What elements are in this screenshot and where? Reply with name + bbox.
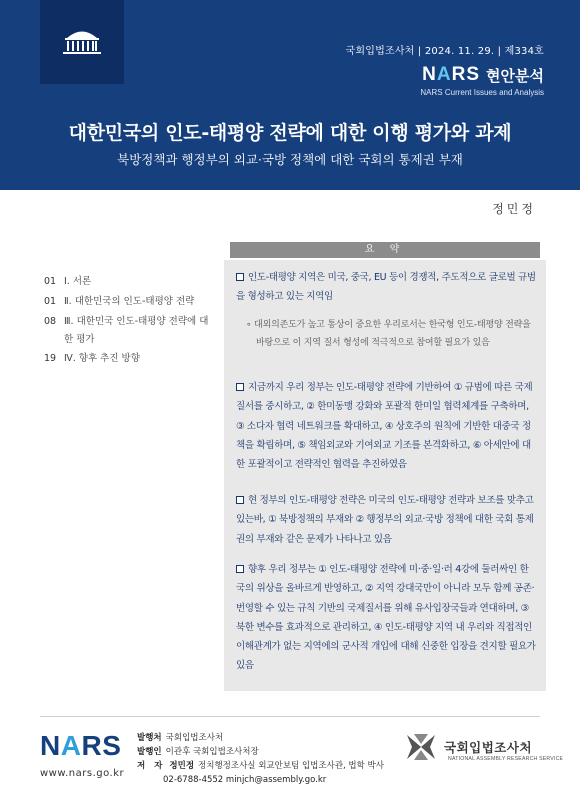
publication-info: 발행처 국회입법조사처 발행인 이관후 국회입법조사처장 저 자 정민정 정치행정조사실 외교안보팀 입법조사관, 법학 박사 02-6788-4552 minjch@assembly.go.kr <box>137 733 384 785</box>
series-title: 현안분석 <box>486 66 544 85</box>
checkbox-square-icon <box>236 565 244 573</box>
contact-info: 02-6788-4552 minjch@assembly.go.kr <box>163 775 327 785</box>
assembly-building-icon <box>59 27 105 57</box>
toc-item[interactable] <box>44 312 214 349</box>
toc-label: Ⅱ. 대한민국의 인도-태평양 전략 <box>64 296 195 307</box>
issue-meta: 국회입법조사처 | 2024. 11. 29. | 제334호 <box>345 46 544 57</box>
summary-item: 지금까지 우리 정부는 인도-태평양 전략에 기반하여 ① 규범에 따른 국제질서를 중시하고, ② 한미동맹 강화와 포괄적 한미일 협력체계를 구축하며, ③ 소다자 협력 네트워크를 확대하고, ④ 상호주의 원칙에 기반한 대중국 정책을 확립하며, ⑤ 책임외교와 기여외교 기조를 본격화하고, ⑥ 아세안에 대한 포괄적이고 전략적인 협력을 추진하였음 <box>236 382 533 471</box>
toc-page-number: 01 <box>44 296 57 307</box>
checkbox-square-icon <box>236 273 244 281</box>
brand-lockup <box>422 64 544 86</box>
toc-page-number: 01 <box>44 276 57 287</box>
toc-label: Ⅰ. 서론 <box>64 276 92 287</box>
summary-item: 현 정부의 인도-태평양 전략은 미국의 인도-태평양 전략과 보조를 맞추고 있는바, ① 북방정책의 부재와 ② 행정부의 외교·국방 정책에 대한 국회 통제권의 부재와 같은 문제가 나타나고 있음 <box>236 495 534 545</box>
summary-sub-note: ∘ 대외의존도가 높고 통상이 중요한 우리로서는 한국형 인도-태평양 전략을 바탕으로 이 지역 질서 형성에 적극적으로 참여할 필요가 있음 <box>246 320 531 348</box>
series-subtitle: NARS Current Issues and Analysis <box>420 88 544 97</box>
cover-header <box>0 0 580 190</box>
checkbox-square-icon <box>236 496 244 504</box>
nars-logo: NARS <box>422 64 481 85</box>
summary-item: 향후 우리 정부는 ① 인도-태평양 전략에 미·중·일·러 4강에 둘러싸인 한국의 위상을 올바르게 반영하고, ② 지역 강대국만이 아니라 모두 함께 공존·번영할 수 있는 규칙 기반의 국제질서를 위해 유사입장국들과 연대하며, ③ 북한 변수를 효과적으로 관리하고, ④ 인도-태평양 지역 내 우리와 직접적인 이해관계가 없는 지역에의 군사적 개입에 대해 신중한 입장을 견지할 필요가 있음 <box>236 564 536 672</box>
institution-name: 국회입법조사처 <box>444 740 533 755</box>
nars-footer-logo: NARS <box>40 730 122 761</box>
toc-label: Ⅲ. 대한민국 인도-태평양 전략에 대한 평가 <box>64 316 209 345</box>
toc-label: Ⅳ. 향후 추진 방향 <box>64 353 140 364</box>
toc-item[interactable] <box>44 292 214 312</box>
summary-item: 인도-태평양 지역은 미국, 중국, EU 등이 경쟁적, 주도적으로 글로벌 규범을 형성하고 있는 지역임 <box>236 272 536 303</box>
toc-item[interactable] <box>44 349 214 369</box>
nars-emblem-icon <box>404 732 438 762</box>
checkbox-square-icon <box>236 383 244 391</box>
footer-divider <box>40 716 540 717</box>
toc-page-number: 08 <box>44 316 57 327</box>
page-title: 대한민국의 인도-태평양 전략에 대한 이행 평가와 과제 <box>68 122 512 144</box>
toc-page-number: 19 <box>44 353 57 364</box>
summary-heading: 요 약 <box>230 242 540 258</box>
author-name: 정민정 <box>492 202 536 216</box>
page-subtitle: 북방정책과 행정부의 외교·국방 정책에 대한 국회의 통제권 부재 <box>117 152 463 167</box>
summary-box <box>224 260 546 691</box>
website-link[interactable]: www.nars.go.kr <box>40 768 125 779</box>
institution-name-en: NATIONAL ASSEMBLY RESEARCH SERVICE <box>448 756 564 762</box>
table-of-contents <box>44 272 214 369</box>
toc-item[interactable] <box>44 272 214 292</box>
assembly-building-logo <box>40 0 124 84</box>
